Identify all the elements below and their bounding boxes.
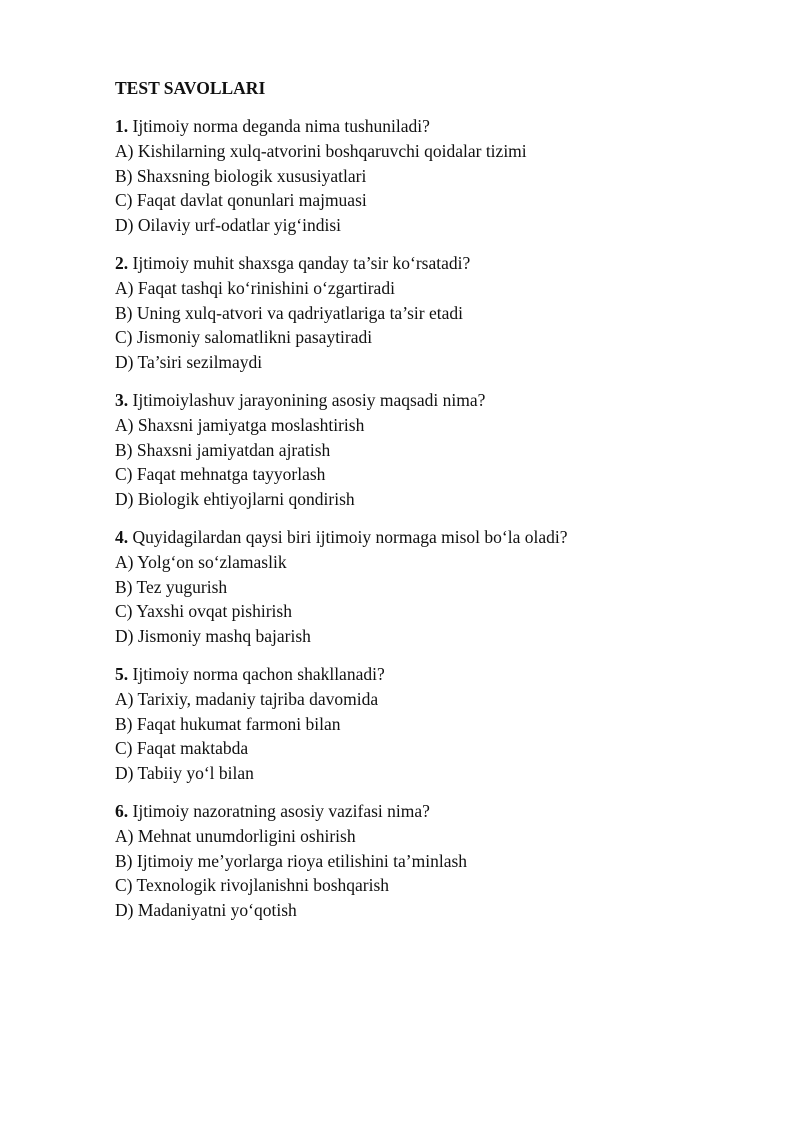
question-text: Ijtimoiylashuv jarayonining asosiy maqsadi nima? [132, 389, 486, 410]
question-block [115, 114, 735, 238]
answer-option: C) Faqat mehnatga tayyorlash [115, 464, 326, 485]
question-number: 1. [115, 116, 129, 136]
document-page [115, 76, 735, 936]
question-block [115, 662, 735, 786]
question-number: 2. [115, 252, 129, 273]
question-block [115, 525, 735, 649]
question-block [115, 388, 735, 512]
document-title: TEST SAVOLLARI [115, 78, 266, 98]
answer-option: A) Faqat tashqi ko‘rinishini o‘zgartiradi [115, 277, 395, 298]
answer-option: A) Tarixiy, madaniy tajriba davomida [115, 688, 379, 709]
answer-option: D) Tabiiy yo‘l bilan [115, 763, 254, 784]
answer-option: C) Yaxshi ovqat pishirish [115, 601, 292, 622]
answer-option: C) Jismoniy salomatlikni pasaytiradi [115, 327, 373, 348]
question-text: Ijtimoiy nazoratning asosiy vazifasi nima? [132, 800, 430, 821]
answer-option: D) Jismoniy mashq bajarish [115, 626, 311, 647]
question-number: 4. [115, 526, 129, 547]
answer-option: B) Ijtimoiy me’yorlarga rioya etilishini ta’minlash [115, 850, 468, 871]
question-number: 3. [115, 389, 129, 410]
question-number: 6. [115, 800, 129, 821]
answer-option: C) Texnologik rivojlanishni boshqarish [115, 875, 390, 896]
question-block [115, 799, 735, 923]
answer-option: A) Yolg‘on so‘zlamaslik [115, 551, 287, 572]
answer-option: B) Faqat hukumat farmoni bilan [115, 713, 341, 734]
answer-option: B) Shaxsning biologik xususiyatlari [115, 165, 367, 186]
question-text: Quyidagilardan qaysi biri ijtimoiy normaga misol bo‘la oladi? [132, 526, 568, 547]
question-line [115, 799, 735, 824]
question-line [115, 662, 735, 687]
question-text: Ijtimoiy muhit shaxsga qanday ta’sir ko‘rsatadi? [132, 252, 471, 273]
answer-option: B) Tez yugurish [115, 576, 228, 597]
answer-option: A) Mehnat unumdorligini oshirish [115, 825, 356, 846]
question-text: Ijtimoiy norma deganda nima tushuniladi? [132, 116, 430, 136]
answer-option: B) Uning xulq-atvori va qadriyatlariga ta’sir etadi [115, 302, 463, 323]
answer-option: C) Faqat davlat qonunlari majmuasi [115, 190, 367, 211]
answer-option: D) Oilaviy urf-odatlar yig‘indisi [115, 215, 341, 236]
question-block [115, 251, 735, 375]
answer-option: D) Madaniyatni yo‘qotish [115, 900, 297, 921]
answer-option: B) Shaxsni jamiyatdan ajratish [115, 439, 331, 460]
answer-option: C) Faqat maktabda [115, 738, 249, 759]
answer-option: A) Kishilarning xulq-atvorini boshqaruvchi qoidalar tizimi [115, 140, 527, 161]
question-line [115, 525, 735, 550]
answer-option: D) Ta’siri sezilmaydi [115, 352, 263, 373]
question-text: Ijtimoiy norma qachon shakllanadi? [132, 663, 385, 684]
answer-option: A) Shaxsni jamiyatga moslashtirish [115, 414, 365, 435]
question-number: 5. [115, 663, 129, 684]
question-line [115, 388, 735, 413]
question-line [115, 114, 735, 139]
answer-option: D) Biologik ehtiyojlarni qondirish [115, 489, 355, 510]
question-line [115, 251, 735, 276]
